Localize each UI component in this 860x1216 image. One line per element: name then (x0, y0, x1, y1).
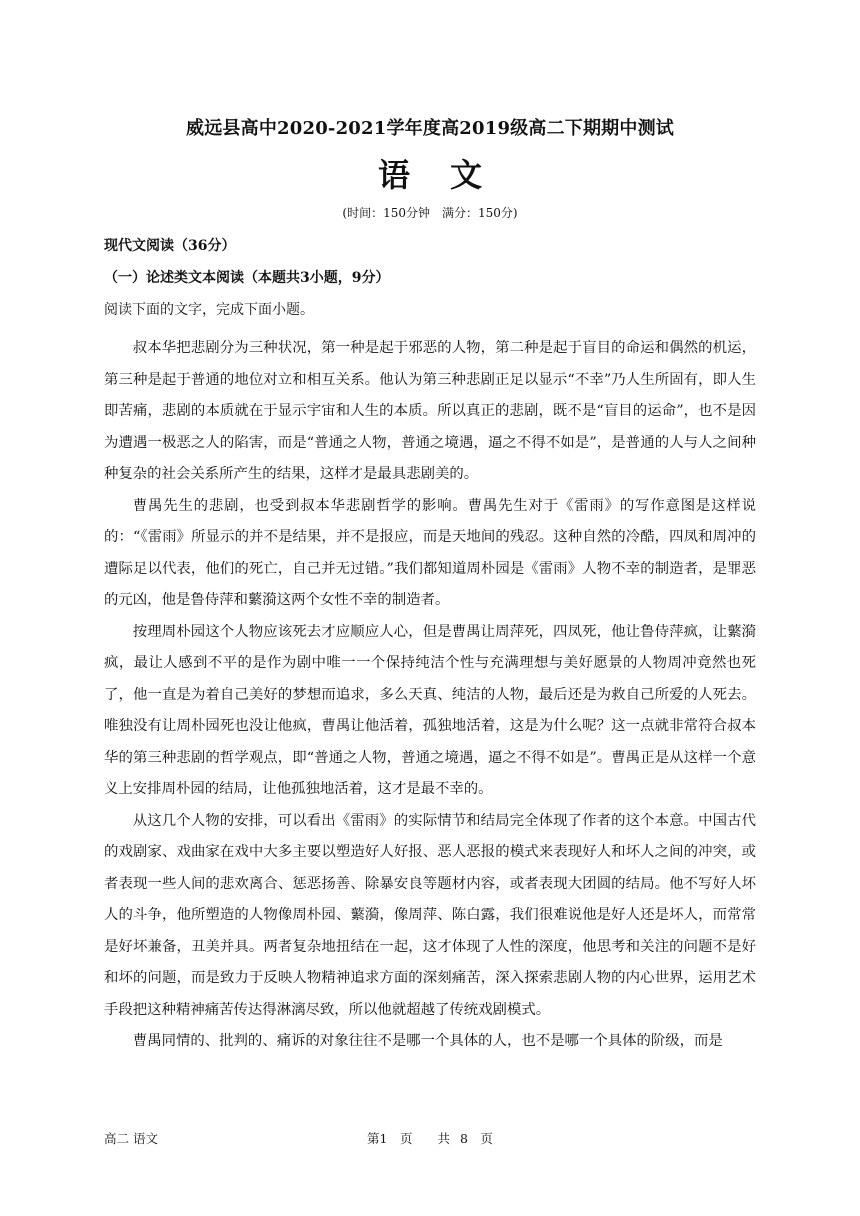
subject-title: 语文 (377, 156, 522, 194)
exam-title: 威远县高中2020-2021学年度高2019级高二下期期中测试 (186, 118, 674, 139)
time-score-info: (时间：150分钟 满分：150分) (342, 206, 518, 220)
footer-page-number: 第1 页 共 8 页 (367, 1131, 493, 1146)
passage-body (104, 333, 756, 1058)
passage-paragraph: 叔本华把悲剧分为三种状况，第一种是起于邪恶的人物，第二种是起于盲目的命运和偶然的机运，第三种是起于普通的地位对立和相互关系。他认为第三种悲剧正足以显示“不幸”乃人生所固有，即人生即苦痛，悲剧的本质就在于显示宇宙和人生的本质。所以真正的悲剧，既不是“盲目的运命”，也不是因为遭遇一极恶之人的陷害，而是“普通之人物，普通之境遇，逼之不得不如是”，是普通的人与人之间种种复杂的社会关系所产生的结果，这样才是最具悲剧美的。 (104, 340, 756, 482)
passage-paragraph: 曹禺先生的悲剧，也受到叔本华悲剧哲学的影响。曹禺先生对于《雷雨》的写作意图是这样说的：“《雷雨》所显示的并不是结果，并不是报应，而是天地间的残忍。这种自然的冷酷，四凤和周冲的遭际足以代表，他们的死亡，自己并无过错。”我们都知道周朴园是《雷雨》人物不幸的制造者，是罪恶的元凶，他是鲁侍萍和蘩漪这两个女性不幸的制造者。 (104, 497, 756, 608)
section-subheading: （一）论述类文本阅读（本题共3小题，9分） (104, 270, 390, 286)
passage-paragraph: 从这几个人物的安排，可以看出《雷雨》的实际情节和结局完全体现了作者的这个本意。中国古代的戏剧家、戏曲家在戏中大多主要以塑造好人好报、恶人恶报的模式来表现好人和坏人之间的冲突，或者表现一些人间的悲欢离合、惩恶扬善、除暴安良等题材内容，或者表现大团圆的结局。他不写好人坏人的斗争，他所塑造的人物像周朴园、蘩漪，像周萍、陈白露，我们很难说他是好人还是坏人，而常常是好坏兼备，丑美并具。两者复杂地扭结在一起，这才体现了人性的深度，他思考和关注的问题不是好和坏的问题，而是致力于反映人物精神追求方面的深刻痛苦，深入探索悲剧人物的内心世界，运用艺术手段把这种精神痛苦传达得淋漓尽致，所以他就超越了传统戏剧模式。 (104, 812, 756, 1018)
passage-paragraph: 曹禺同情的、批判的、痛诉的对象往往不是哪一个具体的人，也不是哪一个具体的阶级，而是 (132, 1033, 723, 1049)
passage-paragraph: 按理周朴园这个人物应该死去才应顺应人心，但是曹禺让周萍死，四凤死，他让鲁侍萍疯，让蘩漪疯，最让人感到不平的是作为剧中唯一一个保持纯洁个性与充满理想与美好愿景的人物周冲竟然也死了，他一直是为着自己美好的梦想而追求，多么天真、纯洁的人物，最后还是为救自己所爱的人死去。唯独没有让周朴园死也没让他疯，曹禺让他活着，孤独地活着，这是为什么呢？这一点就非常符合叔本华的第三种悲剧的哲学观点，即“普通之人物，普通之境遇，逼之不得不如是”。曹禺正是从这样一个意义上安排周朴园的结局，让他孤独地活着，这才是最不幸的。 (104, 623, 756, 797)
footer-course: 高二 语文 (104, 1131, 158, 1146)
section-heading: 现代文阅读（36分） (104, 238, 236, 254)
reading-instruction: 阅读下面的文字，完成下面小题。 (104, 302, 314, 318)
